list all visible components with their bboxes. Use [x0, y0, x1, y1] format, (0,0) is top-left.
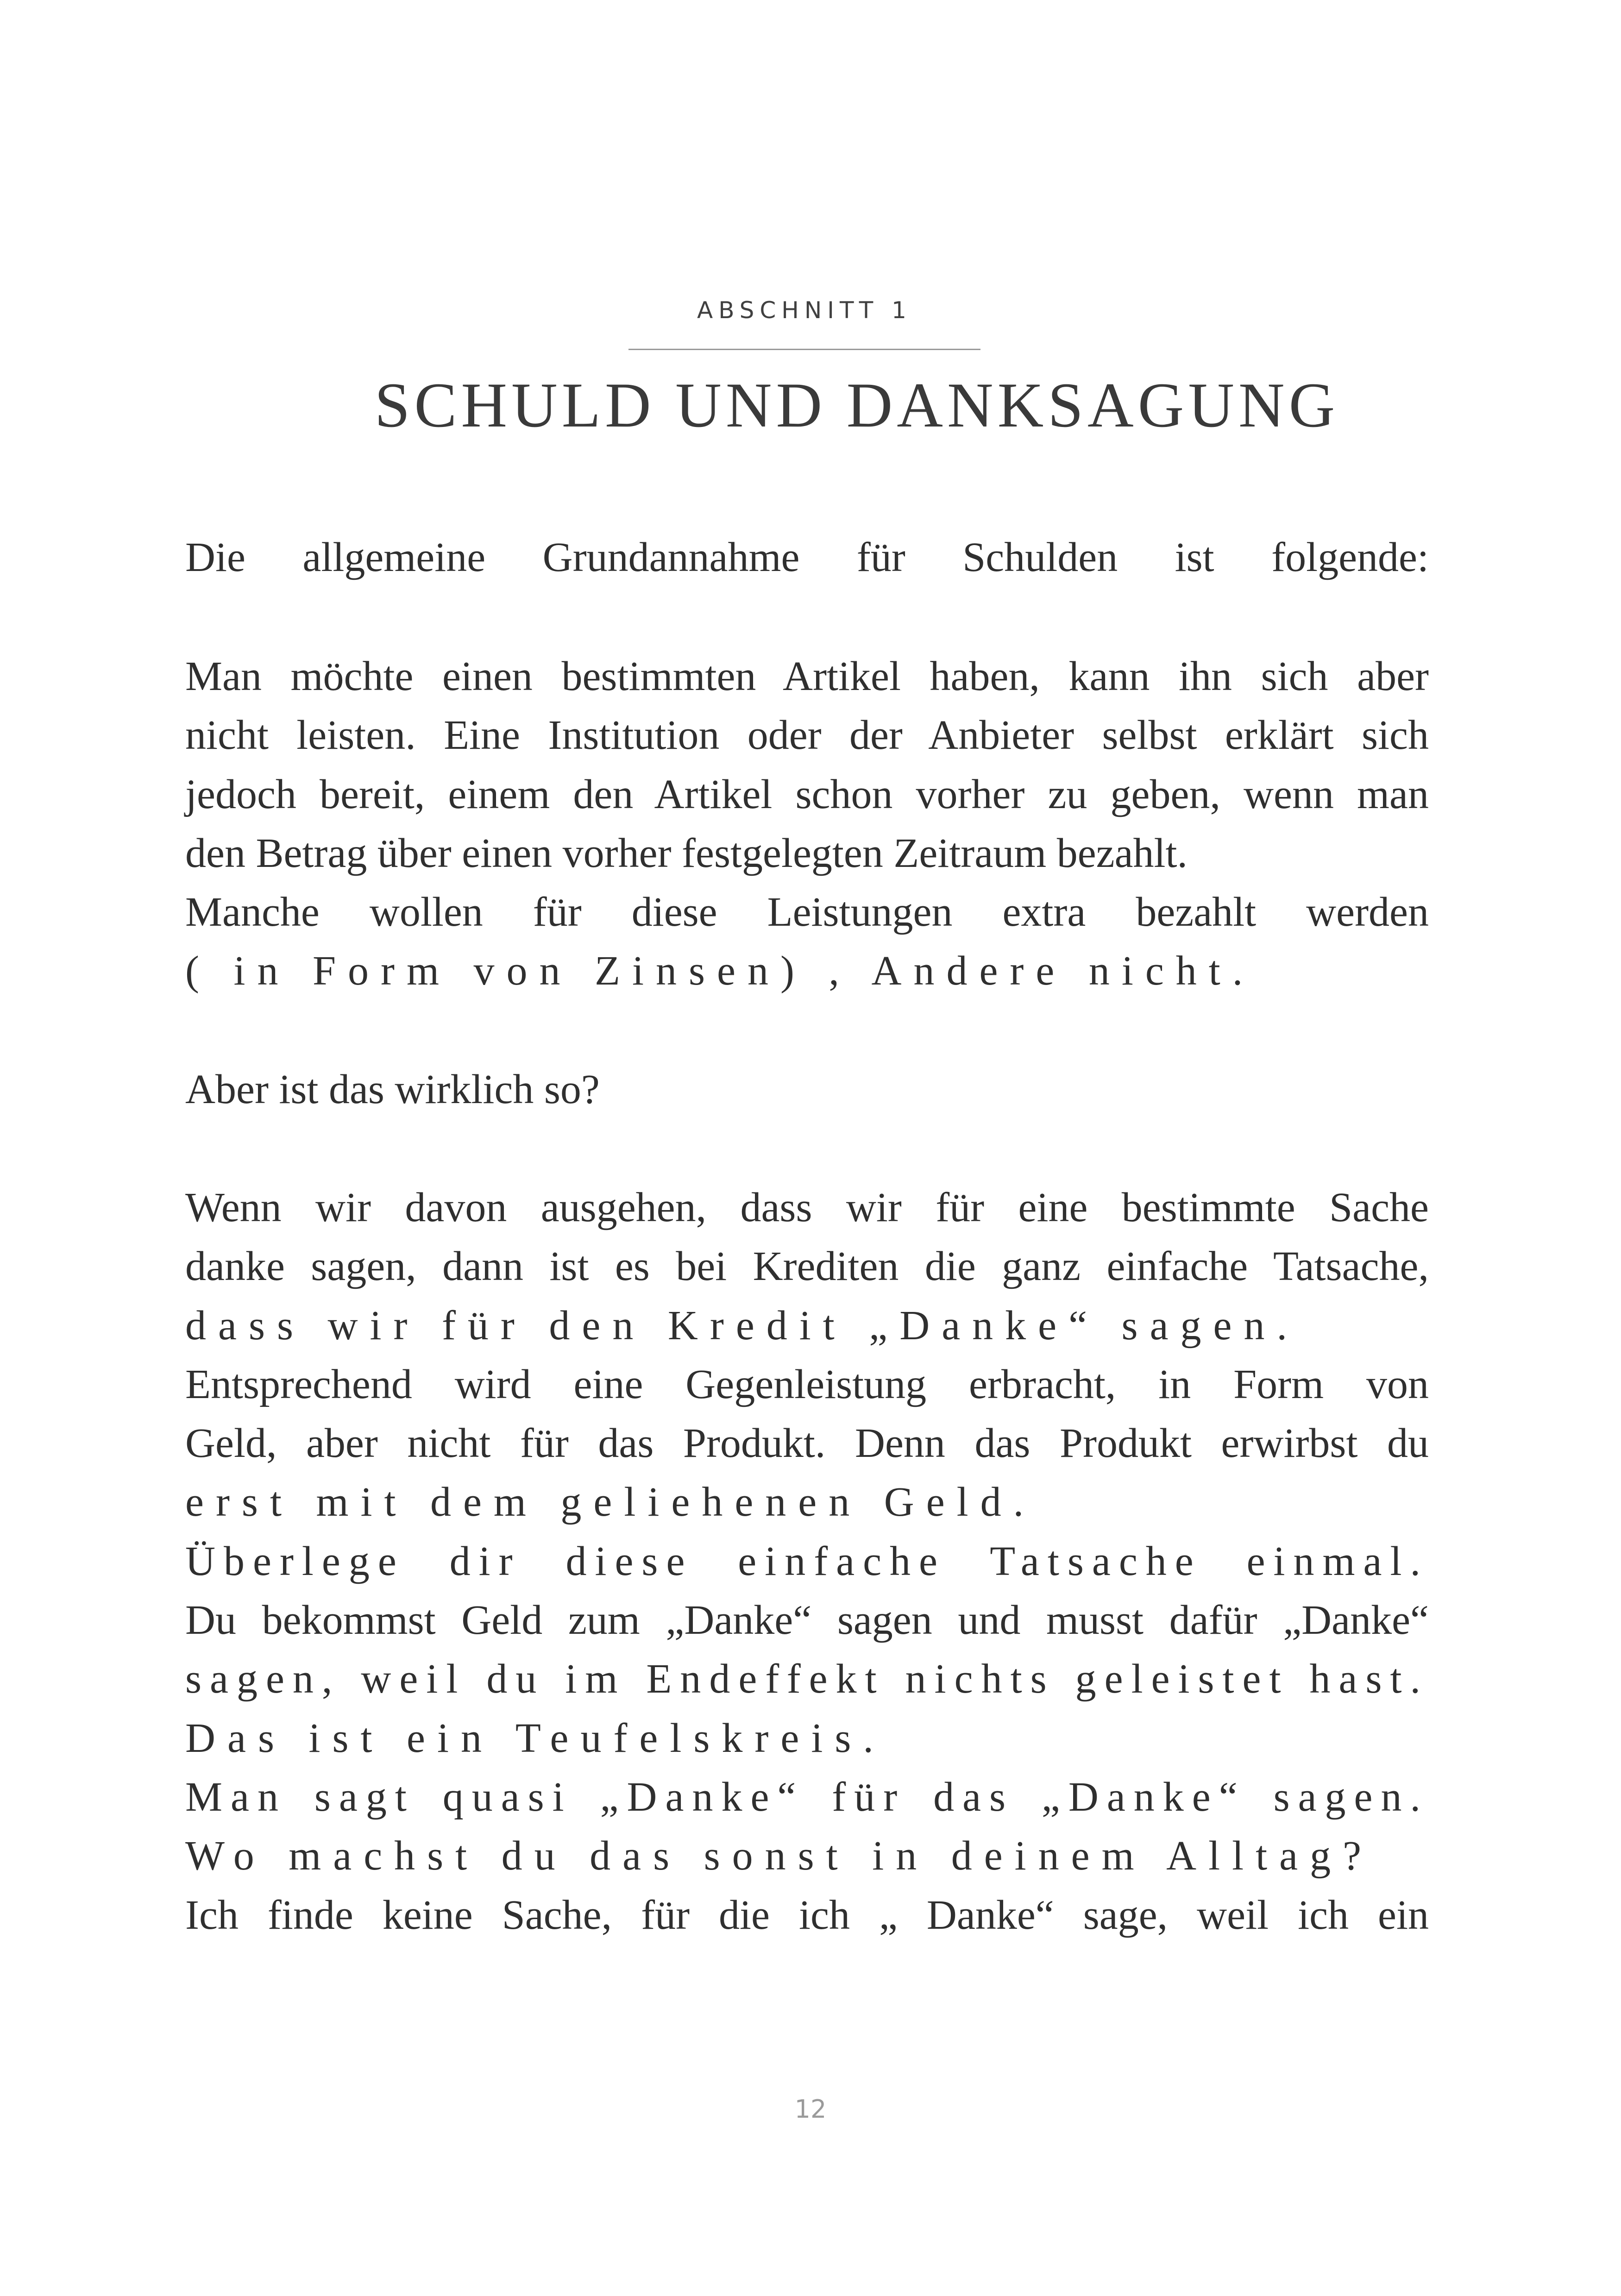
page-number: 12 — [794, 2095, 827, 2124]
text-line: Ich finde keine Sache, für die ich „ Danke“ sage, weil ich ein — [185, 1892, 1429, 1938]
text-line: Wo machst du das sonst in deinem Alltag? — [185, 1833, 1374, 1879]
text-line: Du bekommst Geld zum „Danke“ sagen und musst dafür „Danke“ — [185, 1597, 1429, 1644]
text-line: Geld, aber nicht für das Produkt. Denn das Produkt erwirbst du — [185, 1420, 1429, 1467]
text-line: Man möchte einen bestimmten Artikel haben, kann ihn sich aber — [185, 653, 1429, 699]
text-line: danke sagen, dann ist es bei Krediten die ganz einfache Tatsache, — [185, 1243, 1429, 1290]
text-line: Das ist ein Teufelskreis. — [185, 1715, 886, 1761]
text-line: dass wir für den Kredit „Danke“ sagen. — [185, 1302, 1299, 1349]
chapter-title: SCHULD UND DANKSAGUNG — [374, 370, 1339, 440]
text-line: den Betrag über einen vorher festgelegten Zeitraum bezahlt. — [185, 830, 1188, 876]
section-label: ABSCHNITT 1 — [697, 297, 912, 324]
paragraph-definition — [185, 647, 1429, 1001]
text-line: jedoch bereit, einem den Artikel schon vorher zu geben, wenn man — [185, 771, 1429, 817]
text-line: Man sagt quasi „Danke“ für das „Danke“ sagen. — [185, 1774, 1429, 1820]
text-line: Aber ist das wirklich so? — [185, 1066, 600, 1112]
text-line: Überlege dir diese einfache Tatsache einmal. — [185, 1538, 1429, 1584]
text-line: sagen, weil du im Endeffekt nichts geleistet hast. — [185, 1656, 1429, 1702]
text-line: erst mit dem geliehenen Geld. — [185, 1479, 1036, 1525]
text-line: ( in Form von Zinsen) , Andere nicht. — [185, 948, 1255, 994]
paragraph-argument — [185, 1178, 1429, 1945]
text-line: nicht leisten. Eine Institution oder der Anbieter selbst erklärt sich — [185, 712, 1429, 759]
text-line: Entsprechend wird eine Gegenleistung erbracht, in Form von — [185, 1361, 1429, 1407]
text-line: Die allgemeine Grundannahme für Schulden ist folgende: — [185, 534, 1429, 580]
paragraph-intro — [185, 528, 1429, 587]
paragraph-question — [185, 1060, 1429, 1119]
section-divider — [628, 349, 980, 350]
text-line: Manche wollen für diese Leistungen extra bezahlt werden — [185, 889, 1429, 935]
text-line: Wenn wir davon ausgehen, dass wir für eine bestimmte Sache — [185, 1185, 1429, 1230]
